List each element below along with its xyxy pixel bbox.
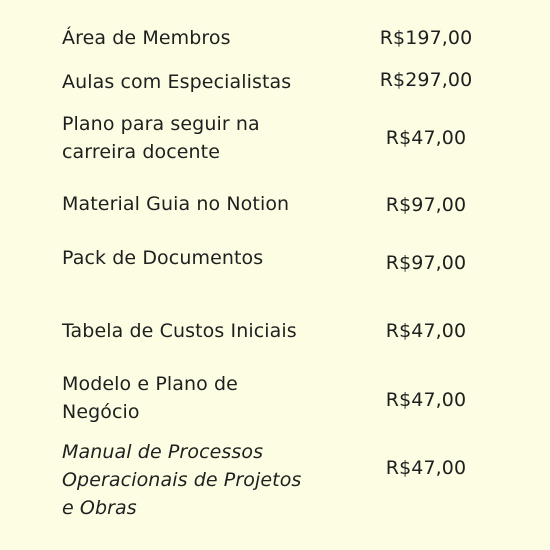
item-price: R$47,00 (385, 389, 467, 411)
item-price: R$97,00 (385, 194, 467, 216)
item-name: Plano para seguir na carreira docente (62, 113, 260, 163)
item-name: Modelo e Plano de Negócio (62, 373, 238, 423)
item-name: Pack de Documentos (62, 247, 264, 269)
item-price: R$47,00 (385, 127, 467, 149)
item-price: R$97,00 (385, 252, 467, 274)
item-price: R$297,00 (379, 69, 473, 91)
item-name: Aulas com Especialistas (62, 71, 292, 93)
item-name: Área de Membros (62, 27, 231, 49)
item-name: Material Guia no Notion (62, 193, 290, 215)
item-price: R$47,00 (385, 320, 467, 342)
item-price: R$47,00 (385, 457, 467, 479)
item-name: Manual de Processos Operacionais de Projetos e Obras (62, 441, 302, 519)
item-price: R$197,00 (379, 27, 473, 49)
item-name: Tabela de Custos Iniciais (62, 320, 297, 342)
